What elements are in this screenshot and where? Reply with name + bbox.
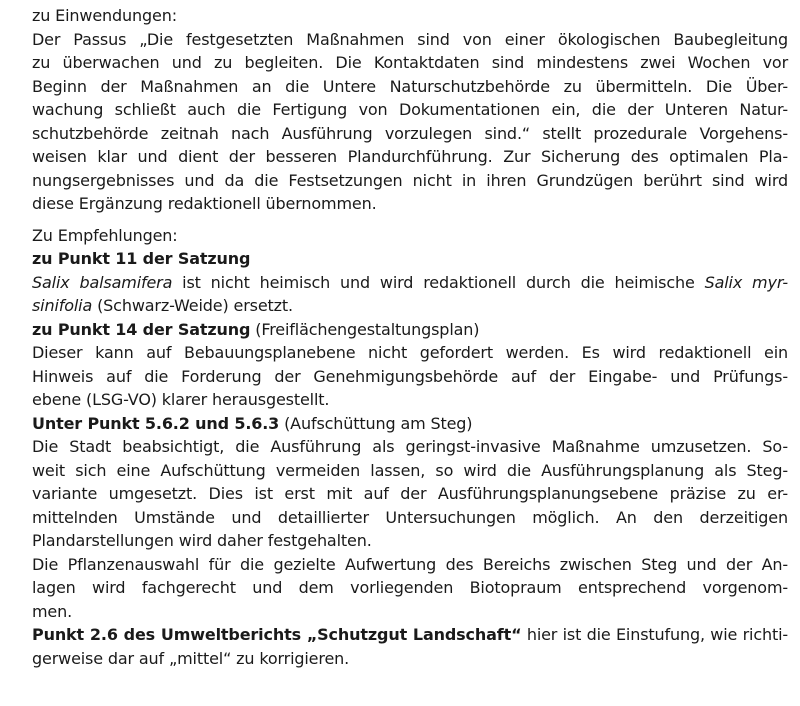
- text-line: wachung schließt auch die Fertigung von Dokumentationen ein, die der Unteren Natur-: [32, 100, 788, 119]
- text-line: Salix balsamifera ist nicht heimisch und wird redaktionell durch die heimische Salix myr-: [32, 272, 788, 292]
- text-line: sinifolia (Schwarz-Weide) ersetzt.: [32, 296, 293, 315]
- text-line: Beginn der Maßnahmen an die Untere Naturschutzbehörde zu übermitteln. Die Über-: [32, 76, 788, 96]
- text-line: Dieser kann auf Bebauungsplanebene nicht gefordert werden. Es wird redaktionell ein: [32, 343, 788, 362]
- text-line: weisen klar und dient der besseren Plandurchführung. Zur Sicherung des optimalen Pla-: [32, 147, 788, 166]
- text-line: variante umgesetzt. Dies ist erst mit auf der Ausführungsplanungsebene präzise zu er-: [32, 484, 788, 503]
- heading-einwendungen: zu Einwendungen:: [32, 6, 177, 25]
- text-line: Hinweis auf die Forderung der Genehmigungsbehörde auf der Eingabe- und Prüfungs-: [32, 366, 788, 386]
- text-line: gerweise dar auf „mittel“ zu korrigieren.: [32, 648, 350, 668]
- section-title-punkt-14: zu Punkt 14 der Satzung (Freiflächengestaltungsplan): [32, 319, 480, 339]
- text-line: Die Stadt beabsichtigt, die Ausführung als geringst-invasive Maßnahme umzusetzen. So-: [32, 437, 788, 456]
- text-line: nungsergebnisses und da die Festsetzungen nicht in ihren Grundzügen berührt sind wird: [32, 170, 788, 190]
- text-line: ebene (LSG-VO) klarer herausgestellt.: [32, 390, 330, 409]
- text-line: Der Passus „Die festgesetzten Maßnahmen sind von einer ökologischen Baubegleitung: [32, 29, 788, 49]
- section-title-punkt-11: zu Punkt 11 der Satzung: [32, 249, 251, 268]
- text-line: men.: [32, 601, 73, 621]
- species-name: Salix balsamifera: [32, 272, 173, 292]
- section-title-punkt-2-6: Punkt 2.6 des Umweltberichts „Schutzgut Landschaft“ hier ist die Einstufung, wie richti-: [32, 625, 788, 644]
- text-line: lagen wird fachgerecht und dem vorliegenden Biotopraum entsprechend vorgenom-: [32, 578, 788, 597]
- section-title-punkt-5-6: Unter Punkt 5.6.2 und 5.6.3 (Aufschüttung am Steg): [32, 413, 473, 433]
- text-line: mittelnden Umstände und detaillierter Untersuchungen möglich. An den derzeitigen: [32, 507, 788, 527]
- species-name: sinifolia: [32, 296, 93, 315]
- text-line: zu überwachen und zu begleiten. Die Kontaktdaten sind mindestens zwei Wochen vor: [32, 53, 788, 72]
- text-line: diese Ergänzung redaktionell übernommen.: [32, 194, 377, 213]
- text-line: Plandarstellungen wird daher festgehalten.: [32, 531, 372, 550]
- text-line: schutzbehörde zeitnah nach Ausführung vorzulegen sind.“ stellt prozedurale Vorgehens-: [32, 123, 788, 143]
- species-name: Salix myr-: [704, 272, 788, 292]
- text-line: Die Pflanzenauswahl für die gezielte Aufwertung des Bereichs zwischen Steg und der An-: [32, 554, 788, 574]
- heading-empfehlungen: Zu Empfehlungen:: [32, 225, 178, 245]
- text-line: weit sich eine Aufschüttung vermeiden lassen, so wird die Ausführungsplanung als Steg-: [32, 460, 788, 480]
